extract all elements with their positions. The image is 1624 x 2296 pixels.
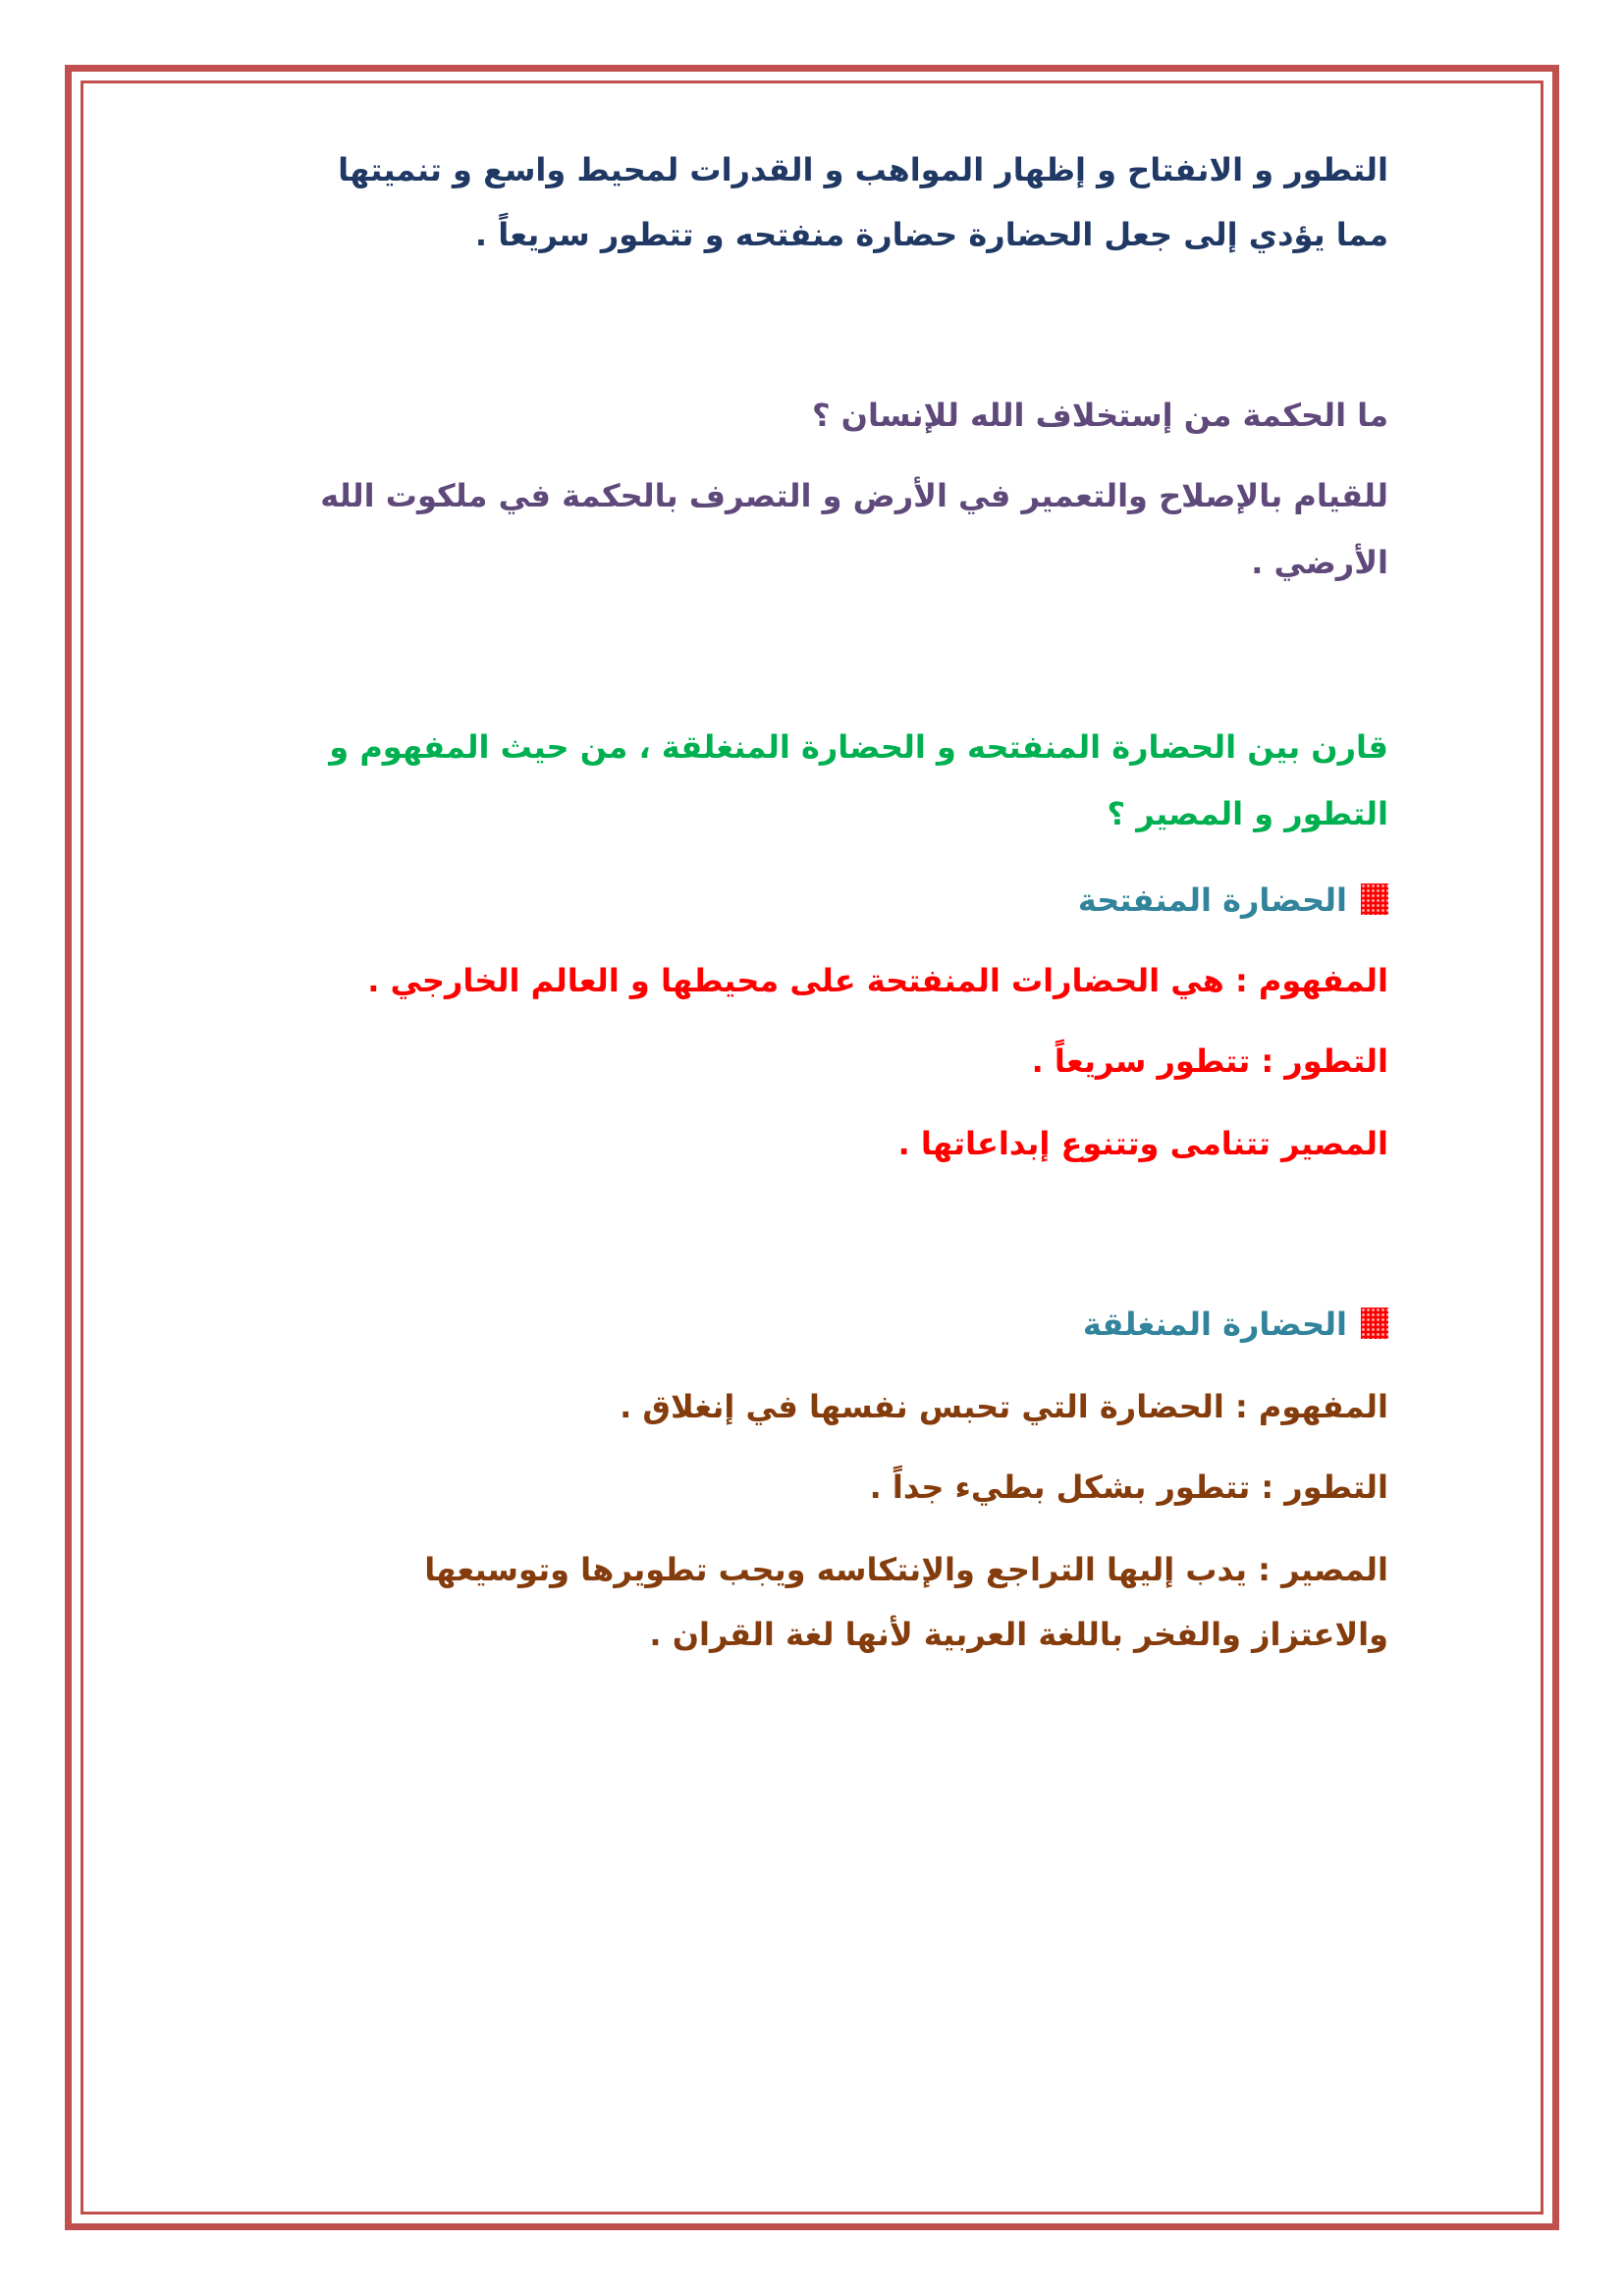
intro-line-2: مما يؤدي إلى جعل الحضارة حضارة منفتحه و تتطور سريعاً . <box>474 216 1388 253</box>
answer-wisdom-line-2: الأرضي . <box>1251 544 1388 581</box>
closed-civ-fate-line-2: والاعتزاز والفخر باللغة العربية لأنها لغة القران . <box>649 1616 1388 1653</box>
open-civ-heading <box>1078 866 1388 934</box>
open-civ-heading-text: الحضارة المنفتحة <box>1077 881 1347 919</box>
closed-civ-development: التطور : تتطور بشكل بطيء جداً . <box>869 1468 1388 1506</box>
bullet-mark-icon <box>1361 883 1388 915</box>
closed-civ-heading-text: الحضارة المنغلقة <box>1082 1306 1347 1343</box>
closed-civ-heading <box>1083 1290 1388 1359</box>
compare-question-line-2: التطور و المصير ؟ <box>1107 795 1388 832</box>
compare-question-line-1: قارن بين الحضارة المنفتحه و الحضارة المنغلقة ، من حيث المفهوم و <box>329 728 1388 766</box>
closed-civ-fate-line-1: المصير : يدب إليها التراجع والإنتكاسه ويجب تطويرها وتوسيعها <box>424 1551 1388 1588</box>
answer-wisdom-line-1: للقيام بالإصلاح والتعمير في الأرض و التصرف بالحكمة في ملكوت الله <box>320 477 1388 514</box>
bullet-mark-icon <box>1361 1308 1388 1339</box>
open-civ-concept: المفهوم : هي الحضارات المنفتحة على محيطها و العالم الخارجي . <box>367 962 1388 999</box>
closed-civ-concept: المفهوم : الحضارة التي تحبس نفسها في إنغلاق . <box>620 1388 1388 1425</box>
question-wisdom: ما الحكمة من إستخلاف الله للإنسان ؟ <box>811 397 1388 434</box>
open-civ-fate: المصير تتنامى وتتنوع إبداعاتها . <box>897 1125 1388 1162</box>
open-civ-development: التطور : تتطور سريعاً . <box>1031 1042 1388 1080</box>
intro-line-1: التطور و الانفتاح و إظهار المواهب و القدرات لمحيط واسع و تنميتها <box>338 151 1388 188</box>
